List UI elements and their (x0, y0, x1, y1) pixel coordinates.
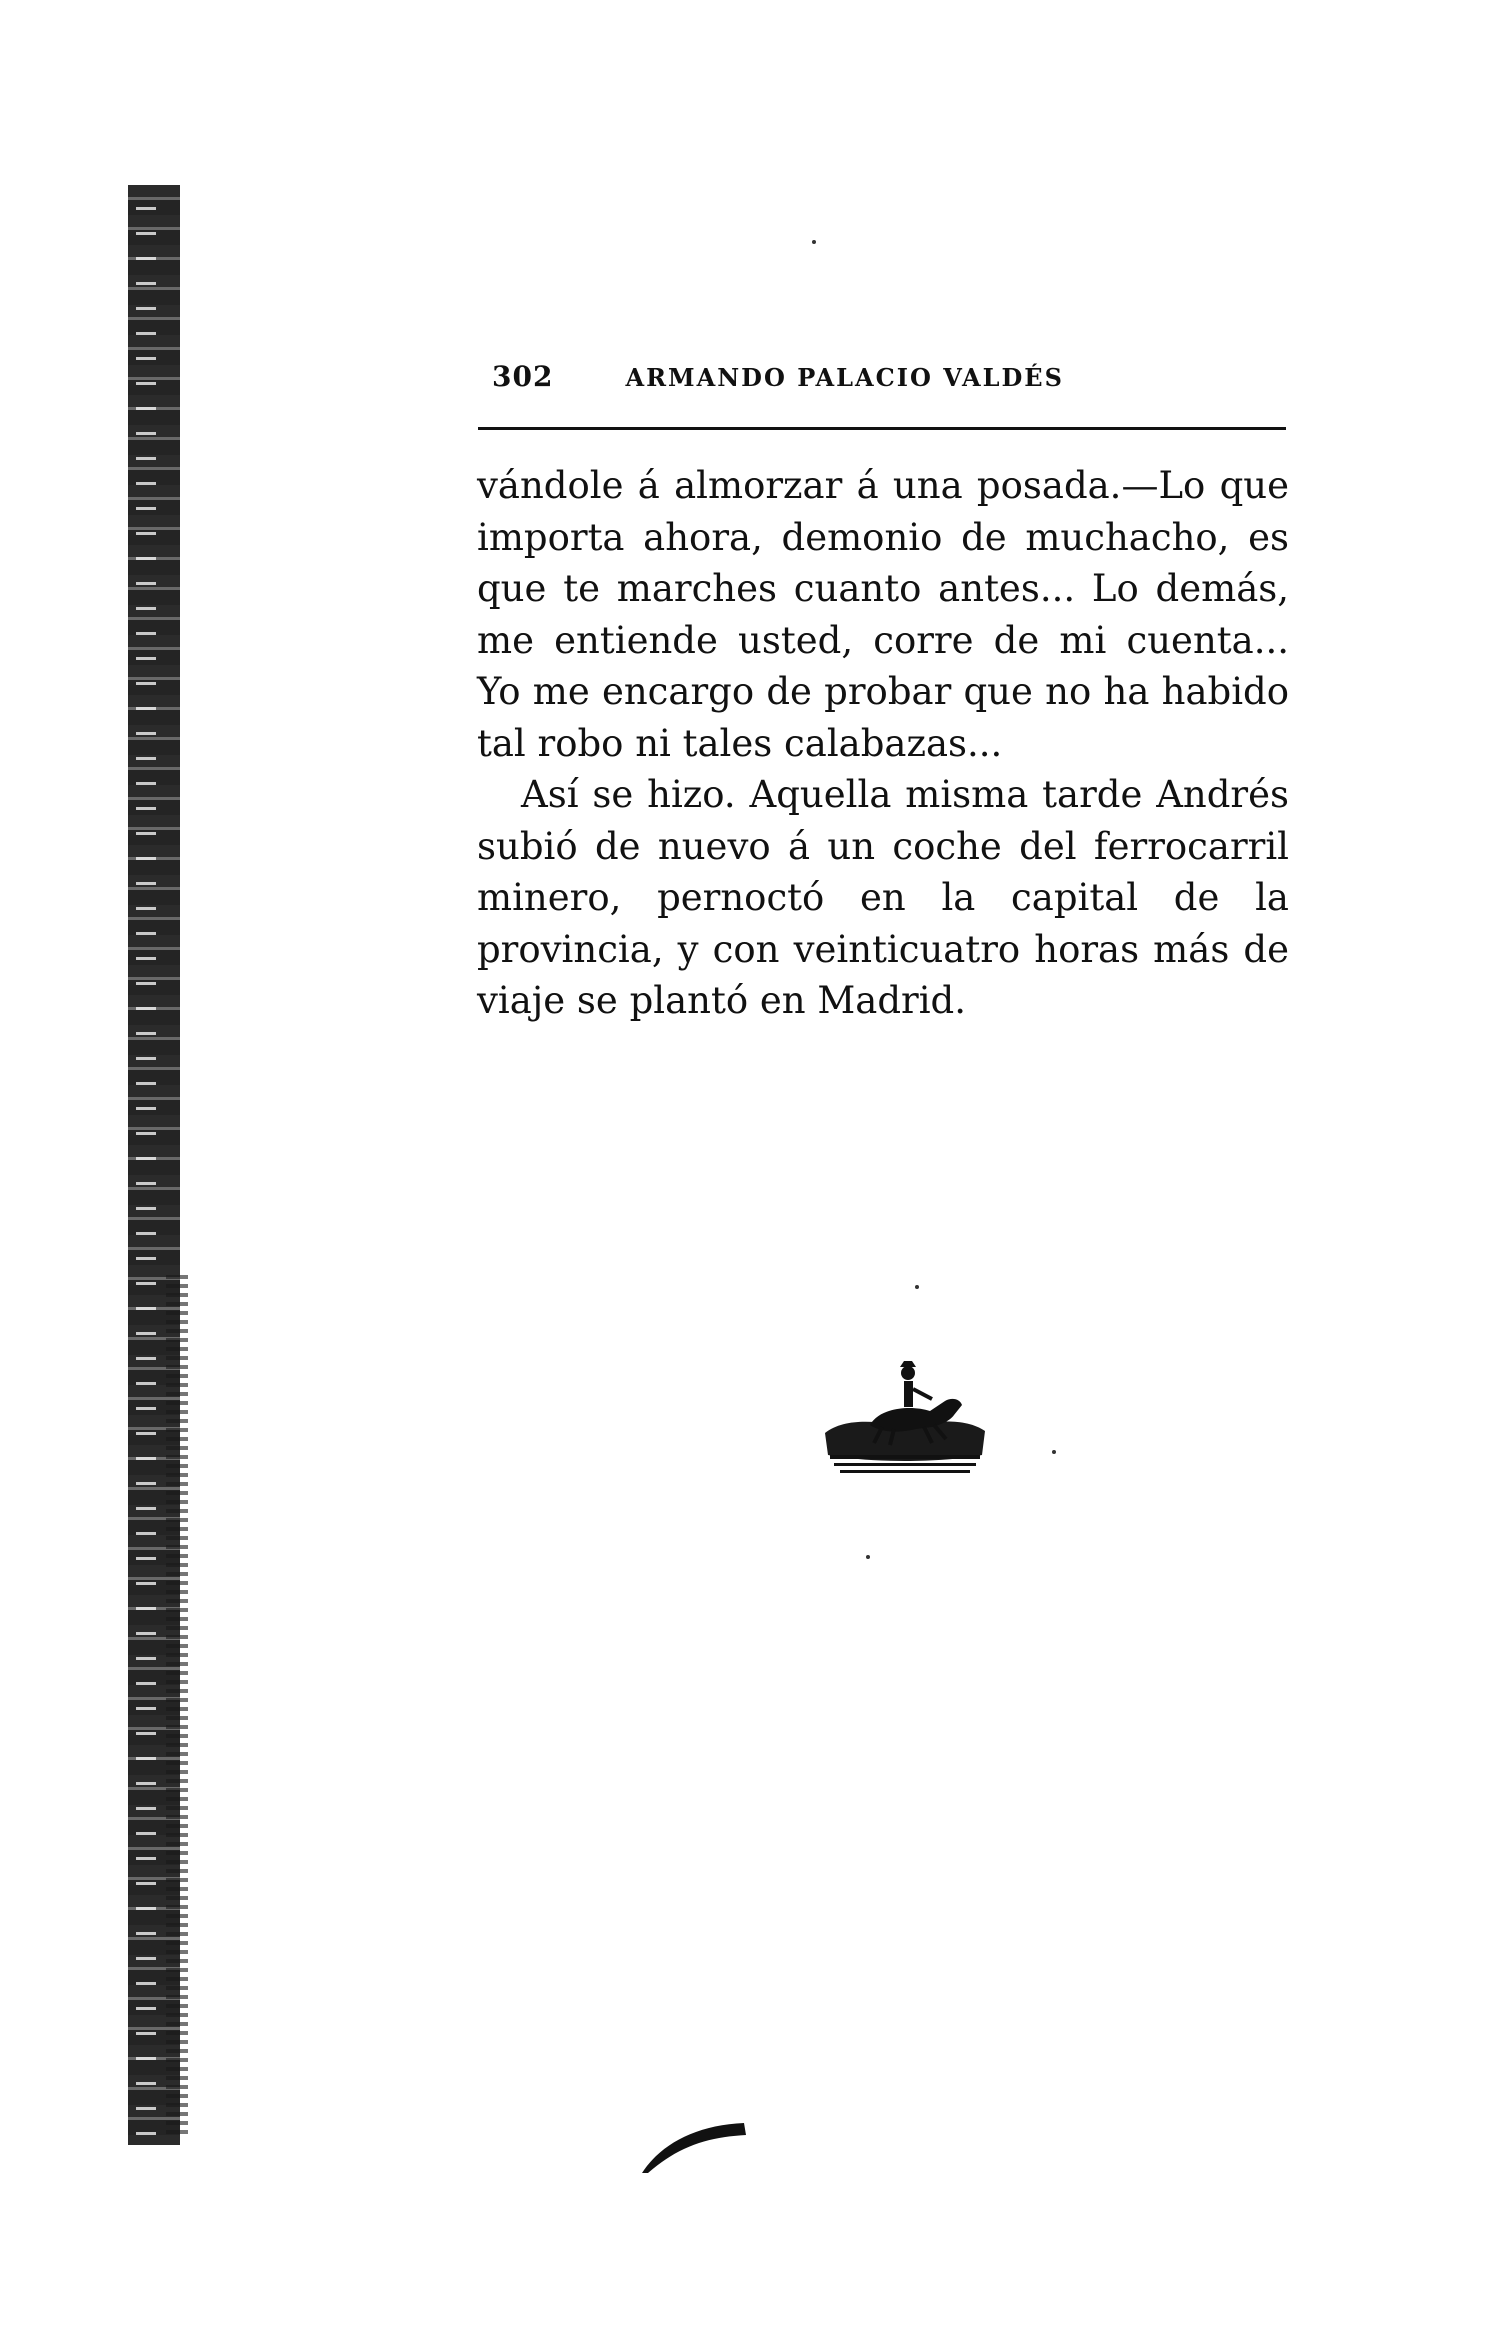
book-binding-edge (128, 185, 180, 2145)
speck (866, 1555, 870, 1559)
page-number: 302 (492, 360, 554, 393)
speck (915, 1285, 919, 1289)
body-text (477, 460, 1289, 1027)
horse-rider-vignette-icon (820, 1355, 990, 1485)
paragraph-1: vándole á almorzar á una posada.—Lo que importa ahora, demonio de muchacho, es que te marches cuanto antes... Lo demás, me entiende usted, corre de mi cuenta... Yo me encargo de probar que no ha habido tal robo ni tales calabazas... (477, 464, 1289, 765)
ink-smudge (640, 2115, 750, 2175)
running-head (492, 360, 1282, 396)
speck (1052, 1450, 1056, 1454)
paragraph-2: Así se hizo. Aquella misma tarde Andrés subió de nuevo á un coche del ferrocarril minero, pernoctó en la capital de la provincia, y con veinticuatro horas más de viaje se plantó en Madrid. (477, 773, 1289, 1022)
header-rule (478, 427, 1286, 430)
speck (812, 240, 816, 244)
running-title: ARMANDO PALACIO VALDÉS (625, 363, 1064, 392)
